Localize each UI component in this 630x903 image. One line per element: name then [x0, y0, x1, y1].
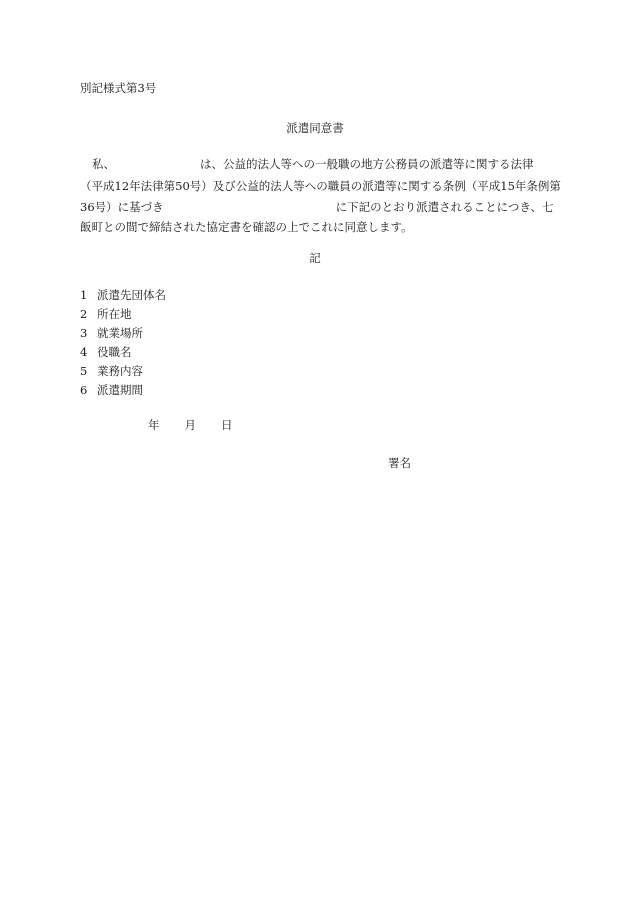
body-line-2: （平成12年法律第50号）及び公益的法人等への職員の派遣等に関する条例（平成15年条例第	[80, 179, 561, 193]
item-number: 4	[80, 345, 88, 359]
document-title: 派遣同意書	[286, 121, 344, 135]
item-number: 6	[80, 383, 88, 397]
body-text-line3-end: に下記のとおり派遣されることにつき、七	[335, 200, 554, 214]
item-number: 5	[80, 364, 88, 378]
body-line-3	[80, 199, 553, 215]
item-number: 3	[80, 326, 88, 340]
form-number-label: 別記様式第3号	[80, 81, 157, 95]
list-item	[80, 324, 166, 343]
date-line	[148, 417, 233, 433]
body-line-4: 飯町との間で締結された協定書を確認の上でこれに同意します。	[80, 220, 413, 234]
item-number: 2	[80, 307, 88, 321]
list-item	[80, 381, 166, 400]
list-item	[80, 362, 166, 381]
ki-heading: 記	[309, 251, 321, 265]
list-item	[80, 286, 166, 305]
body-text-line1: は、公益的法人等への一般職の地方公務員の派遣等に関する法律	[200, 157, 534, 171]
year-label: 年	[148, 418, 160, 432]
list-item	[80, 305, 166, 324]
item-label: 所在地	[97, 307, 132, 321]
item-label: 役職名	[97, 345, 132, 359]
item-label: 派遣期間	[97, 383, 143, 397]
body-text-watashi: 私、	[92, 157, 115, 171]
item-list	[80, 286, 166, 400]
item-label: 就業場所	[97, 326, 143, 340]
list-item	[80, 343, 166, 362]
body-text-line3-start: 36号）に基づき	[80, 200, 164, 214]
signature-label: 署名	[388, 456, 411, 470]
item-label: 派遣先団体名	[97, 288, 166, 302]
item-label: 業務内容	[97, 364, 143, 378]
month-label: 月	[184, 418, 196, 432]
body-line-1	[80, 156, 534, 172]
item-number: 1	[80, 288, 88, 302]
day-label: 日	[221, 418, 233, 432]
